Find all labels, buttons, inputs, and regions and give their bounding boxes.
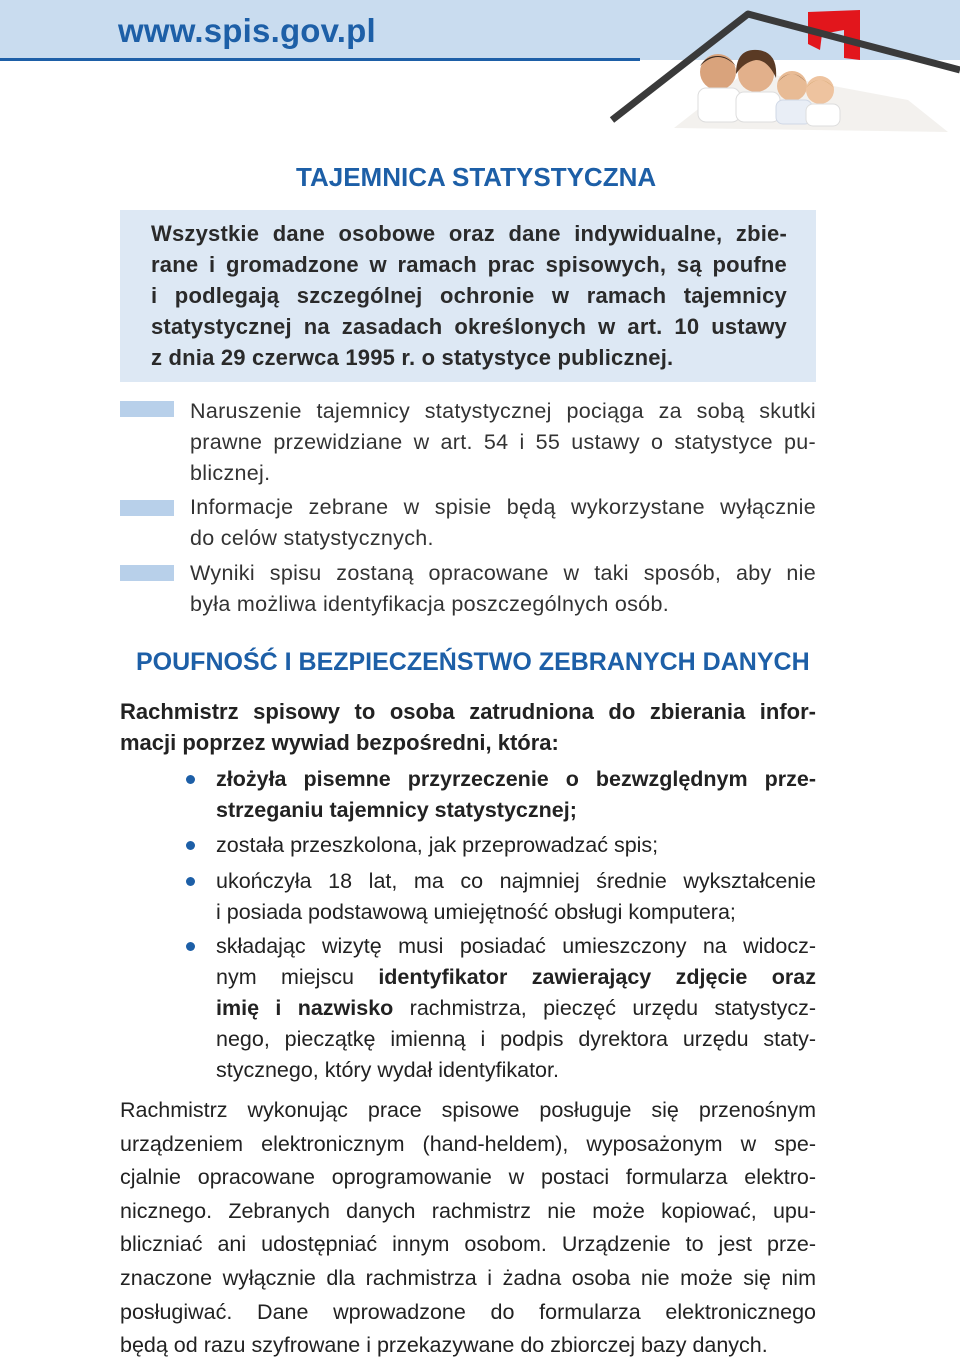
item-emphasis: identyfikator zawierający zdjęcie oraz — [378, 965, 816, 989]
item-line: stycznego, który wydał identyfikator. — [216, 1058, 559, 1082]
paragraph-line: znaczone wyłącznie dla rachmistrza i żadna osoba nie może się nim — [120, 1265, 816, 1290]
note-line: Informacje zebrane w spisie będą wykorzystane wyłącznie — [190, 495, 816, 519]
paragraph-line: Rachmistrz wykonując prace spisowe posługuje się przenośnym — [120, 1098, 816, 1122]
paragraph-line: nicznego. Zebranych danych rachmistrz nie może kopiować, upu- — [120, 1198, 816, 1223]
item-line — [216, 993, 816, 1024]
list-item-text — [216, 830, 816, 861]
note-marker — [120, 565, 174, 581]
intro-line: macji poprzez wywiad bezpośredni, która: — [120, 730, 559, 755]
item-line: składając wizytę musi posiadać umieszczony na widocz- — [216, 934, 816, 958]
header-rule — [0, 58, 640, 61]
list-item-text — [216, 931, 816, 1086]
item-line — [216, 962, 816, 993]
paragraph-line: cjalnie opracowane oprogramowanie w postaci formularza elektro- — [120, 1165, 816, 1190]
item-line: ukończyła 18 lat, ma co najmniej średnie wykształcenie — [216, 869, 816, 893]
item-text: rachmistrza, pieczęć urzędu statystycz- — [393, 996, 816, 1020]
note-marker — [120, 401, 174, 417]
website-url: www.spis.gov.pl — [118, 12, 376, 49]
note-usage — [190, 492, 816, 554]
bullet-dot — [186, 841, 195, 850]
item-emphasis: imię i nazwisko — [216, 996, 394, 1020]
info-line: rane i gromadzone w ramach prac spisowych, są poufne — [151, 252, 787, 277]
list-item-text — [216, 866, 816, 928]
note-line: do celów statystycznych. — [190, 526, 434, 550]
info-line: Wszystkie dane osobowe oraz dane indywidualne, zbie- — [151, 221, 787, 246]
paragraph-line: będą od razu szyfrowane i przekazywane do zbiorczej bazy danych. — [120, 1333, 768, 1358]
secrecy-info-box — [120, 210, 816, 382]
item-line: i posiada podstawową umiejętność obsługi komputera; — [216, 900, 736, 924]
paragraph-line: bliczniać ani udostępniać innym osobom. Urządzenie to jest prze- — [120, 1232, 816, 1257]
note-line: Naruszenie tajemnicy statystycznej pociąga za sobą skutki — [190, 399, 816, 423]
info-line: statystycznej na zasadach określonych w art. 10 ustawy — [151, 314, 787, 339]
section-title-confidentiality: POUFNOŚĆ I BEZPIECZEŃSTWO ZEBRANYCH DANYCH — [136, 648, 810, 676]
item-line: złożyła pisemne przyrzeczenie o bezwzględnym prze- — [216, 767, 816, 791]
paragraph-line: urządzeniem elektronicznym (hand-heldem), wyposażonym w spe- — [120, 1131, 816, 1156]
note-violation — [190, 396, 816, 489]
list-item-text — [216, 764, 816, 826]
enumerator-intro — [120, 696, 816, 758]
note-line: blicznej. — [190, 461, 271, 485]
item-line: nego, pieczątkę imienną i podpis dyrektora urzędu staty- — [216, 1027, 816, 1051]
note-anonymity — [190, 558, 816, 620]
secrecy-info-text — [151, 218, 787, 373]
info-line: z dnia 29 czerwca 1995 r. o statystyce publicznej. — [151, 345, 674, 370]
bullet-dot — [186, 877, 195, 886]
note-line: prawne przewidziane w art. 54 i 55 ustawy o statystyce pu- — [190, 430, 816, 454]
item-line: strzeganiu tajemnicy statystycznej; — [216, 798, 577, 822]
item-text: nym miejscu — [216, 965, 379, 989]
bullet-dot — [186, 775, 195, 784]
note-line: Wyniki spisu zostaną opracowane w taki sposób, aby nie — [190, 561, 816, 585]
note-line: była możliwa identyfikacja poszczególnych osób. — [190, 592, 669, 616]
intro-line: Rachmistrz spisowy to osoba zatrudniona do zbierania infor- — [120, 699, 816, 724]
section-title-statistical-secrecy: TAJEMNICA STATYSTYCZNA — [296, 162, 657, 192]
info-line: i podlegają szczególnej ochronie w ramach tajemnicy — [151, 283, 787, 308]
family-house-photo — [608, 0, 960, 135]
note-marker — [120, 500, 174, 516]
item-line: została przeszkolona, jak przeprowadzać spis; — [216, 833, 659, 857]
handheld-paragraph — [120, 1094, 816, 1363]
bullet-dot — [186, 942, 195, 951]
paragraph-line: posługiwać. Dane wprowadzone do formularza elektronicznego — [120, 1299, 816, 1324]
